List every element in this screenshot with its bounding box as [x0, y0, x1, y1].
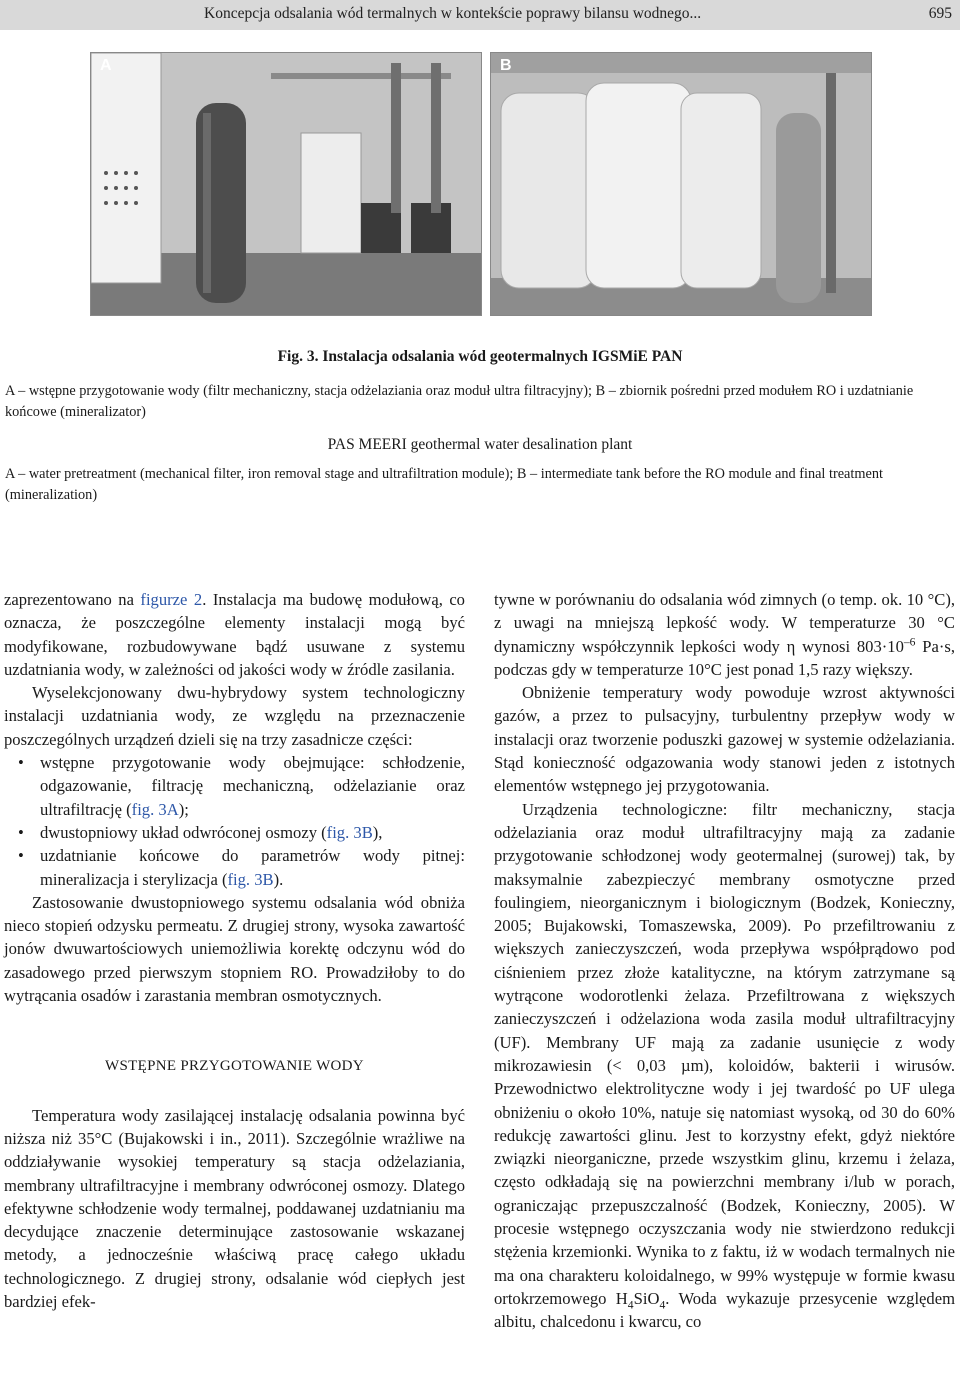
paragraph: Urządzenia technologiczne: filtr mechaniczny, stacja odżelaziania oraz moduł ultrafiltracyjny mają za zadanie przygotowanie schłodzonej wody geotermalnej (surowej) tak, by maksymalnie zabezpieczyć membrany osmotyczne przed foulingiem, nieorganicznym i biologicznym (Bodzek, Konieczny, 2005; Bujakowski, Tomaszewska, 2009). Po przefiltrowaniu z większych zanieczyszczeń, woda przepływa współprądowo pod ciśnieniem przez złoże katalityczne, na którym zatrzymane są wytrącone wodorotlenki żelaza. Przefiltrowana z większych zanieczyszczeń i odżelaziona woda zasila moduł ultrafiltracyjny (UF). Membrany UF mają za zadanie usunięcie z wody mikrozawiesin (< 0,03 µm), koloidów, bakterii i wirusów. Przewodnictwo elektrolityczne wody i jej twardość po UF ulega obniżeniu o około 10%, natuje się natomiast wysoką, od 30 do 60% redukcję zawartości glinu. Jest to korzystny efekt, gdyż niektóre związki nieorganiczne, przede wszystkim glinu, krzemu i żelaza, często odkładają się na powierzchni membrany i/lub w porach, ograniczając przepuszczalność (Bodzek, Konieczny, 2005). W procesie wstępnego oczyszczania wody nie stwierdzono redukcji stężenia krzemionki. Wynika to z faktu, iż w wodach termalnych nie ma ona charakteru koloidalnego, w 99% występuje w formie kwasu ortokrzemowego $H_4SiO_4$. Woda wykazuje przesycenie względem albitu, chalcedonu i kwarcu, co: [494, 799, 955, 1332]
intermediate-tank-illustration: [491, 53, 871, 315]
paragraph: Temperatura wody zasilającej instalację odsalania powinna być niższa niż 35°C (Bujakowski i in., 2011). Szczególnie wrażliwe na oddziaływanie wysokiej temperatury są stacja odżelaziania, membrany ultrafiltracyjne i membrany odwróconej osmozy. Dlatego efektywne schłodzenie wody termalnej, poddawanej uzdatnianiu ma decydujące znaczenie determinujące zastosowanie wskazanej metody, a jednocześnie właściwą pracę całego układu technologicznego. Z drugiej strony, odsalanie wód ciepłych jest bardziej efek-: [4, 1105, 465, 1312]
left-column: [4, 588, 465, 1313]
fig-3b-link[interactable]: fig. 3B: [326, 822, 373, 842]
paragraph: Wyselekcjonowany dwu-hybrydowy system technologiczny instalacji uzdatniania wody, ze względu na przeznaczenie poszczególnych urządzeń dzieli się na trzy zasadnicze części:: [4, 683, 465, 749]
page-number: 695: [928, 5, 952, 22]
list-item: • uzdatnianie końcowe do parametrów wody pitnej: mineralizacja i sterylizacja (fig. 3B).: [4, 844, 465, 891]
figure-3a-photo: [90, 52, 482, 316]
paragraph: tywne w porównaniu do odsalania wód zimnych (o temp. ok. 10 °C), z uwagi na mniejszą lepkość wody. W temperaturze 30 °C dynamiczny współczynnik lepkości wody η wynosi $803\cdot 10^{-6}$ Pa·s, podczas gdy w temperaturze 10°C jest ponad 1,5 razy większy.: [494, 590, 956, 679]
figure-caption-title-en: PAS MEERI geothermal water desalination plant: [327, 436, 633, 453]
figure-caption-description-en: A – water pretreatment (mechanical filter, iron removal stage and ultrafiltration module); B – intermediate tank before the RO module and final treatment (mineralization): [5, 466, 883, 503]
list-item: • dwustopniowy układ odwróconej osmozy (fig. 3B),: [4, 821, 465, 844]
figure-caption-description-pl: A – wstępne przygotowanie wody (filtr mechaniczny, stacja odżelaziania oraz moduł ultra filtracyjny); B – zbiornik pośredni przed modułem RO i uzdatnianie końcowe (mineralizator): [5, 383, 914, 420]
paragraph: zaprezentowano na figurze 2. Instalacja ma budowę modułową, co oznacza, że poszczególne elementy instalacji mogą być modyfikowane, rozbudowywane bądź usuwane z systemu uzdatniania wody, w zależności od jakości wody w źródle zasilania.: [4, 590, 465, 679]
figure-3b-photo: [490, 52, 872, 316]
paragraph: Obniżenie temperatury wody powoduje wzrost aktywności gazów, a przez to pulsacyjny, turbulentny przepływ wody w instalacji oraz tworzenie poduszki gazowej w systemie odżelaziania. Stąd konieczność odgazowania wody stanowi jeden z istotnych elementów wstępnego jej przygotowania.: [494, 683, 955, 796]
fig-3a-link[interactable]: fig. 3A: [131, 799, 179, 819]
figure-2-link[interactable]: figurze 2: [140, 590, 203, 609]
fig-3b-link[interactable]: fig. 3B: [227, 869, 274, 889]
paragraph: Zastosowanie dwustopniowego systemu odsalania wód obniża nieco stopień odzysku permeatu. Z drugiej strony, wysoka zawartość jonów dwuwartościowych uniemożliwia korektę odczynu wód do zasadowego przed pierwszym stopniem RO. Prowadziłoby to do wytrącania osadów i zarastania membran osmotycznych.: [4, 892, 465, 1006]
section-heading: WSTĘPNE PRZYGOTOWANIE WODY: [105, 1058, 364, 1075]
list-item: • wstępne przygotowanie wody obejmujące: schłodzenie, odgazowanie, filtrację mechaniczną, odżelazianie oraz ultrafiltrację (fig. 3A);: [4, 751, 465, 821]
running-header: [0, 0, 960, 30]
running-title: Koncepcja odsalania wód termalnych w kontekście poprawy bilansu wodnego...: [204, 5, 702, 22]
figure-caption-title-pl: Fig. 3. Instalacja odsalania wód geotermalnych IGSMiE PAN: [277, 348, 683, 365]
bullet-list: [4, 751, 465, 891]
right-column: [494, 588, 955, 1334]
panel-label-a: A: [100, 57, 112, 74]
panel-label-b: B: [500, 57, 512, 74]
water-pretreatment-equipment-illustration: [91, 53, 481, 315]
